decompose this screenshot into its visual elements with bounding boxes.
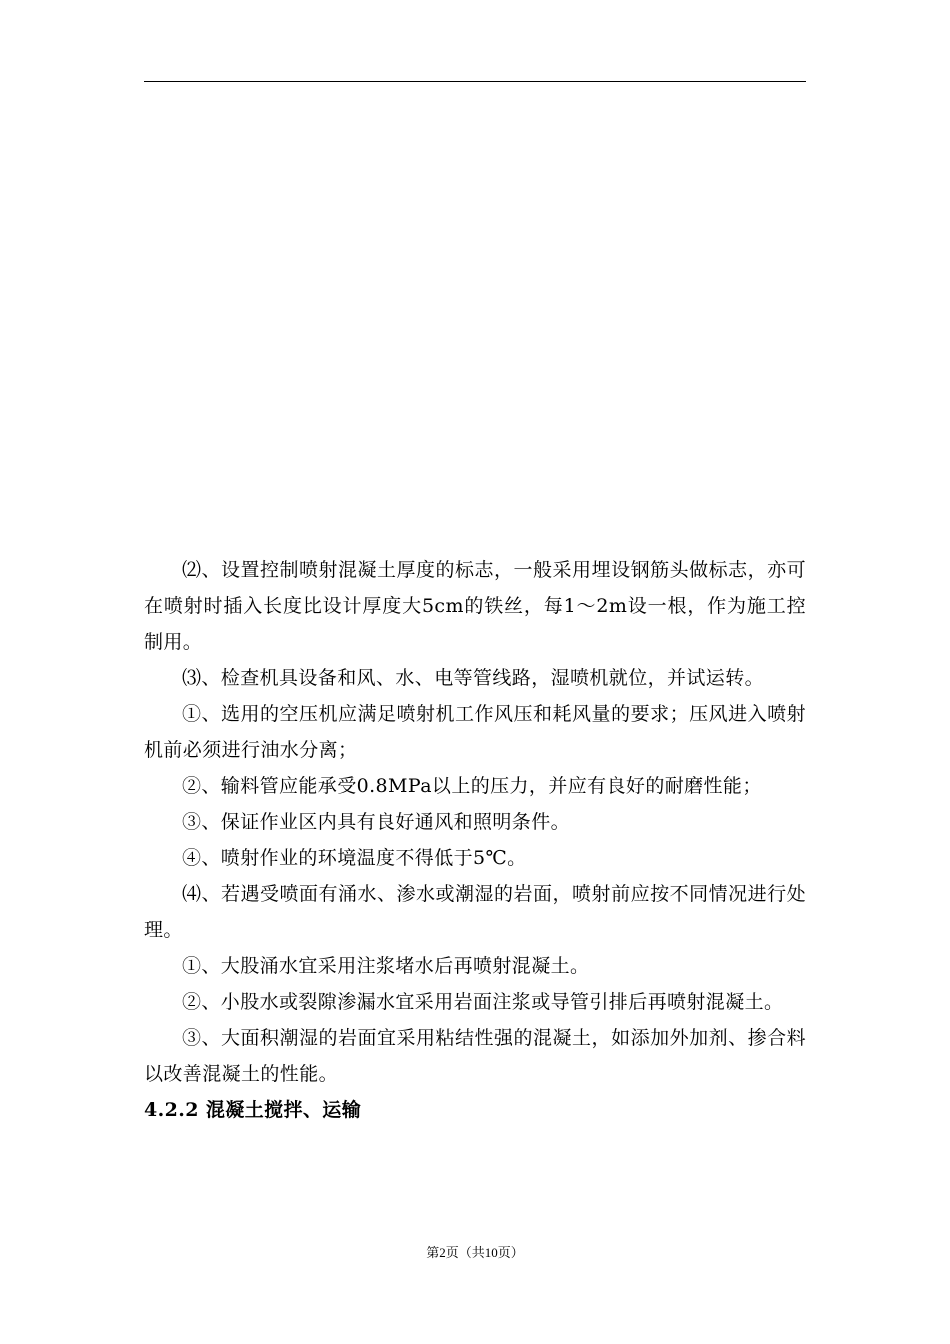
paragraph-ventilation: ③、保证作业区内具有良好通风和照明条件。 xyxy=(182,811,571,833)
section-heading: 4.2.2 混凝土搅拌、运输 xyxy=(144,1099,362,1121)
paragraph-large-inflow: ①、大股涌水宜采用注浆堵水后再喷射混凝土。 xyxy=(182,955,590,977)
paragraph-temperature: ④、喷射作业的环境温度不得低于5℃。 xyxy=(182,847,527,869)
paragraph-small-seepage: ②、小股水或裂隙渗漏水宜采用岩面注浆或导管引排后再喷射混凝土。 xyxy=(182,991,784,1013)
document-body xyxy=(144,552,806,1128)
paragraph-equipment-check: ⑶、检查机具设备和风、水、电等管线路，湿喷机就位，并试运转。 xyxy=(182,667,765,689)
paragraph-air-compressor: ①、选用的空压机应满足喷射机工作风压和耗风量的要求；压风进入喷射机前必须进行油水分离； xyxy=(144,703,806,761)
paragraph-damp-surface: ③、大面积潮湿的岩面宜采用粘结性强的混凝土，如添加外加剂、掺合料以改善混凝土的性能。 xyxy=(144,1027,806,1085)
header-rule xyxy=(144,81,806,82)
paragraph-thickness-markers: ⑵、设置控制喷射混凝土厚度的标志，一般采用埋设钢筋头做标志，亦可在喷射时插入长度比设计厚度大5cm的铁丝，每1～2m设一根，作为施工控制用。 xyxy=(144,559,806,653)
page-number-footer: 第2页（共10页） xyxy=(426,1245,524,1260)
paragraph-delivery-hose: ②、输料管应能承受0.8MPa以上的压力，并应有良好的耐磨性能； xyxy=(182,775,762,797)
paragraph-water-treatment: ⑷、若遇受喷面有涌水、渗水或潮湿的岩面，喷射前应按不同情况进行处理。 xyxy=(144,883,806,941)
